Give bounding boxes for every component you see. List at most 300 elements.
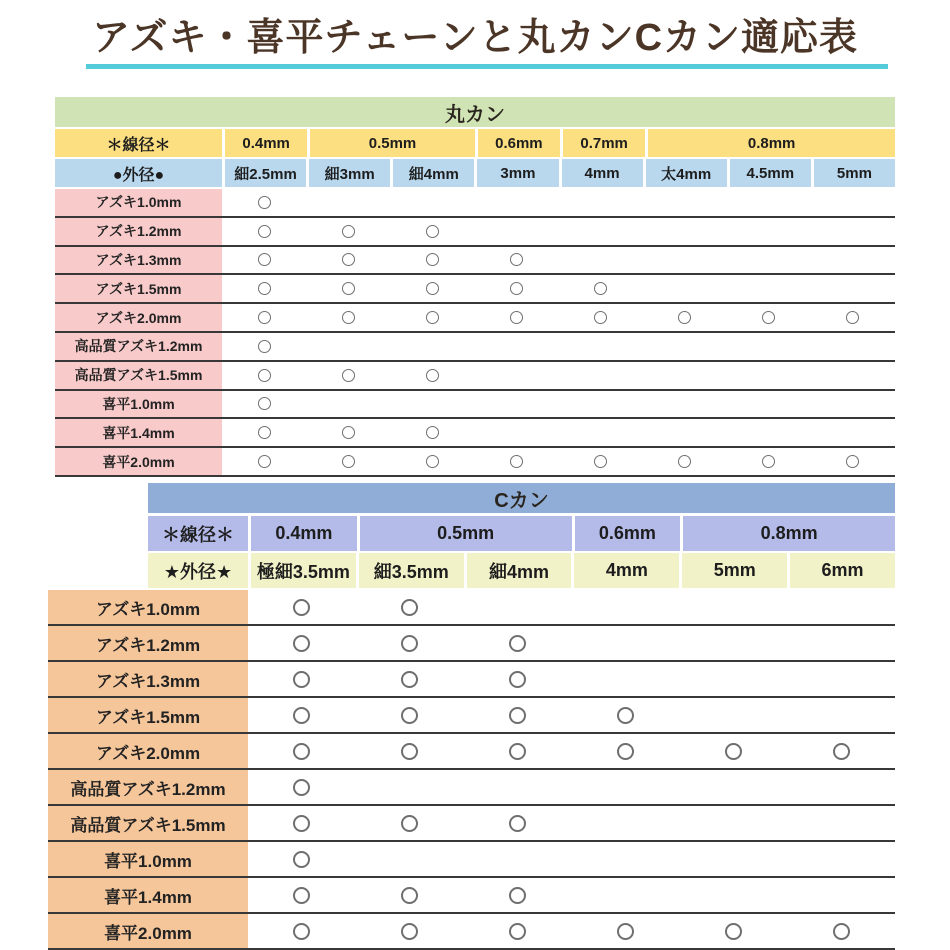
compatibility-cell <box>222 419 306 446</box>
chain-row-label: 喜平2.0mm <box>55 448 222 475</box>
compatibility-cell <box>356 698 464 732</box>
compatible-circle-mark <box>617 743 634 760</box>
compatibility-cell <box>248 698 356 732</box>
compatible-circle-mark <box>509 887 526 904</box>
compatible-circle-mark <box>293 851 310 868</box>
page-title: アズキ・喜平チェーンと丸カンCカン適応表 <box>91 17 859 59</box>
ckan-outer-diameter-columns <box>248 553 895 588</box>
compatibility-cell <box>727 189 811 216</box>
compatibility-cell <box>356 734 464 768</box>
compatibility-cell <box>390 189 474 216</box>
compatibility-cell <box>811 391 895 418</box>
compatibility-cell <box>571 806 679 840</box>
chain-row-cells <box>248 698 895 732</box>
chain-row-label: アズキ2.0mm <box>48 734 248 768</box>
compatibility-cell <box>811 333 895 360</box>
compatibility-cell <box>571 590 679 624</box>
chain-row-label: アズキ1.3mm <box>55 247 222 274</box>
outer-diameter-header-cell: 細3.5mm <box>356 553 464 588</box>
chain-row-cells <box>222 362 895 389</box>
compatibility-cell <box>248 590 356 624</box>
compatibility-cell <box>248 626 356 660</box>
compatibility-cell <box>643 419 727 446</box>
compatibility-cell <box>356 662 464 696</box>
compatibility-cell <box>474 304 558 331</box>
compatible-circle-mark <box>510 455 523 468</box>
compatible-circle-mark <box>401 635 418 652</box>
compatibility-cell <box>474 448 558 475</box>
chain-row <box>55 247 895 276</box>
outer-diameter-header-cell: 6mm <box>787 553 895 588</box>
compatibility-cell <box>811 304 895 331</box>
compatibility-cell <box>571 662 679 696</box>
marukan-wire-diameter-label: ＊線径＊ <box>55 129 222 157</box>
compatible-circle-mark <box>258 282 271 295</box>
outer-diameter-header-cell: 細2.5mm <box>222 159 306 187</box>
compatibility-cell <box>222 362 306 389</box>
compatibility-cell <box>559 362 643 389</box>
wire-size-header-cell: 0.6mm <box>572 516 681 551</box>
compatibility-cell <box>811 419 895 446</box>
compatibility-cell <box>222 275 306 302</box>
ckan-wire-diameter-row <box>148 516 895 551</box>
compatibility-cell <box>390 275 474 302</box>
compatible-circle-mark <box>342 225 355 238</box>
compatibility-cell <box>727 448 811 475</box>
marukan-wire-diameter-row <box>55 129 895 157</box>
compatible-circle-mark <box>258 455 271 468</box>
compatibility-cell <box>356 878 464 912</box>
outer-diameter-header-cell: 3mm <box>474 159 558 187</box>
compatibility-cell <box>643 391 727 418</box>
compatibility-cell <box>727 419 811 446</box>
chain-row-label: 高品質アズキ1.2mm <box>55 333 222 360</box>
wire-size-header-cell: 0.5mm <box>307 129 475 157</box>
compatibility-cell <box>787 698 895 732</box>
chain-row-cells <box>248 806 895 840</box>
compatible-circle-mark <box>258 311 271 324</box>
compatible-circle-mark <box>293 671 310 688</box>
compatibility-cell <box>559 304 643 331</box>
chain-row <box>48 662 895 698</box>
outer-diameter-header-cell: 4.5mm <box>727 159 811 187</box>
compatibility-cell <box>571 698 679 732</box>
compatibility-cell <box>643 333 727 360</box>
compatible-circle-mark <box>342 253 355 266</box>
compatible-circle-mark <box>426 369 439 382</box>
compatibility-cell <box>222 247 306 274</box>
wire-size-header-cell: 0.4mm <box>222 129 307 157</box>
compatible-circle-mark <box>762 311 775 324</box>
chain-row <box>48 770 895 806</box>
compatible-circle-mark <box>293 815 310 832</box>
compatible-circle-mark <box>594 311 607 324</box>
compatible-circle-mark <box>594 282 607 295</box>
wire-size-header-cell: 0.8mm <box>680 516 895 551</box>
chain-row-label: 喜平1.4mm <box>55 419 222 446</box>
chain-row-label: 高品質アズキ1.5mm <box>48 806 248 840</box>
compatibility-cell <box>787 770 895 804</box>
compatible-circle-mark <box>678 311 691 324</box>
chain-row-cells <box>248 914 895 948</box>
compatibility-cell <box>571 770 679 804</box>
compatibility-cell <box>222 391 306 418</box>
compatibility-cell <box>306 247 390 274</box>
compatible-circle-mark <box>401 923 418 940</box>
chain-row-cells <box>222 419 895 446</box>
title-underline <box>86 64 888 69</box>
marukan-table-title: 丸カン <box>55 97 895 127</box>
chain-row-label: 高品質アズキ1.2mm <box>48 770 248 804</box>
chain-row <box>48 698 895 734</box>
compatible-circle-mark <box>594 455 607 468</box>
compatibility-cell <box>356 842 464 876</box>
chain-row <box>48 590 895 626</box>
compatibility-cell <box>787 626 895 660</box>
compatible-circle-mark <box>426 282 439 295</box>
outer-diameter-header-cell: 太4mm <box>643 159 727 187</box>
compatibility-cell <box>559 247 643 274</box>
compatibility-cell <box>390 448 474 475</box>
compatibility-cell <box>643 218 727 245</box>
marukan-outer-diameter-label: ●外径● <box>55 159 222 187</box>
compatibility-cell <box>390 391 474 418</box>
compatibility-cell <box>787 914 895 948</box>
compatibility-cell <box>727 218 811 245</box>
compatibility-cell <box>559 333 643 360</box>
compatible-circle-mark <box>725 743 742 760</box>
compatible-circle-mark <box>342 455 355 468</box>
compatible-circle-mark <box>426 426 439 439</box>
compatibility-cell <box>811 448 895 475</box>
compatibility-cell <box>811 362 895 389</box>
compatible-circle-mark <box>401 671 418 688</box>
compatibility-cell <box>464 698 572 732</box>
wire-size-header-cell: 0.6mm <box>475 129 560 157</box>
compatible-circle-mark <box>426 455 439 468</box>
wire-size-header-cell: 0.4mm <box>248 516 357 551</box>
compatibility-cell <box>248 914 356 948</box>
compatible-circle-mark <box>509 707 526 724</box>
compatible-circle-mark <box>509 815 526 832</box>
compatibility-cell <box>559 275 643 302</box>
compatibility-cell <box>679 878 787 912</box>
compatibility-cell <box>474 362 558 389</box>
compatible-circle-mark <box>617 707 634 724</box>
compatibility-cell <box>222 218 306 245</box>
compatible-circle-mark <box>833 743 850 760</box>
compatibility-cell <box>248 770 356 804</box>
compatible-circle-mark <box>293 923 310 940</box>
chain-row <box>55 391 895 420</box>
chain-row <box>55 275 895 304</box>
compatible-circle-mark <box>293 707 310 724</box>
compatible-circle-mark <box>510 253 523 266</box>
compatibility-cell <box>474 247 558 274</box>
compatibility-cell <box>559 218 643 245</box>
compatibility-cell <box>464 806 572 840</box>
compatibility-cell <box>390 419 474 446</box>
compatible-circle-mark <box>342 311 355 324</box>
outer-diameter-header-cell: 4mm <box>559 159 643 187</box>
ckan-table-body <box>48 590 895 950</box>
outer-diameter-header-cell: 細3mm <box>306 159 390 187</box>
chain-row-cells <box>248 842 895 876</box>
compatibility-cell <box>571 842 679 876</box>
compatible-circle-mark <box>846 455 859 468</box>
compatible-circle-mark <box>293 635 310 652</box>
marukan-compatibility-table <box>55 97 895 477</box>
chain-row-cells <box>222 218 895 245</box>
compatibility-cell <box>464 662 572 696</box>
compatibility-cell <box>679 734 787 768</box>
chain-row-cells <box>222 247 895 274</box>
compatible-circle-mark <box>509 635 526 652</box>
chain-row-label: 高品質アズキ1.5mm <box>55 362 222 389</box>
compatibility-cell <box>811 218 895 245</box>
compatibility-cell <box>306 419 390 446</box>
compatibility-cell <box>727 333 811 360</box>
compatibility-cell <box>474 218 558 245</box>
compatible-circle-mark <box>258 253 271 266</box>
compatible-circle-mark <box>510 311 523 324</box>
chain-row-label: アズキ1.3mm <box>48 662 248 696</box>
compatibility-cell <box>306 391 390 418</box>
outer-diameter-header-cell: 細4mm <box>464 553 572 588</box>
chain-row <box>55 448 895 477</box>
chain-row-label: アズキ1.0mm <box>48 590 248 624</box>
compatibility-cell <box>559 448 643 475</box>
chain-row <box>48 842 895 878</box>
compatibility-cell <box>390 247 474 274</box>
compatibility-cell <box>464 734 572 768</box>
compatible-circle-mark <box>725 923 742 940</box>
chain-row-cells <box>248 662 895 696</box>
compatible-circle-mark <box>342 369 355 382</box>
compatibility-cell <box>787 734 895 768</box>
ckan-wire-diameter-label: ＊線径＊ <box>148 516 248 551</box>
compatibility-cell <box>727 275 811 302</box>
compatibility-cell <box>643 247 727 274</box>
chain-row-cells <box>222 333 895 360</box>
compatible-circle-mark <box>258 369 271 382</box>
chain-row <box>55 362 895 391</box>
compatible-circle-mark <box>258 225 271 238</box>
compatibility-cell <box>464 914 572 948</box>
compatible-circle-mark <box>258 340 271 353</box>
chain-row-cells <box>248 734 895 768</box>
chain-row-cells <box>248 590 895 624</box>
compatibility-cell <box>464 878 572 912</box>
compatibility-cell <box>356 626 464 660</box>
compatible-circle-mark <box>617 923 634 940</box>
compatibility-cell <box>306 275 390 302</box>
compatibility-cell <box>571 734 679 768</box>
compatible-circle-mark <box>509 671 526 688</box>
wire-size-header-cell: 0.7mm <box>560 129 645 157</box>
ckan-outer-diameter-row <box>148 553 895 588</box>
compatibility-cell <box>222 189 306 216</box>
compatibility-cell <box>559 391 643 418</box>
compatibility-cell <box>643 189 727 216</box>
compatible-circle-mark <box>401 887 418 904</box>
compatible-circle-mark <box>509 743 526 760</box>
chain-row-cells <box>248 878 895 912</box>
compatibility-cell <box>390 362 474 389</box>
chain-row-cells <box>222 304 895 331</box>
compatibility-cell <box>811 189 895 216</box>
outer-diameter-header-cell: 5mm <box>679 553 787 588</box>
chain-row-label: アズキ1.0mm <box>55 189 222 216</box>
chain-row <box>48 626 895 662</box>
compatibility-cell <box>222 304 306 331</box>
marukan-table-body <box>55 189 895 477</box>
compatibility-cell <box>571 878 679 912</box>
compatible-circle-mark <box>401 743 418 760</box>
wire-size-header-cell: 0.5mm <box>357 516 572 551</box>
compatibility-cell <box>679 626 787 660</box>
compatibility-cell <box>222 448 306 475</box>
compatibility-cell <box>474 419 558 446</box>
compatibility-cell <box>248 842 356 876</box>
compatibility-cell <box>727 304 811 331</box>
chain-row-label: 喜平1.0mm <box>48 842 248 876</box>
chain-row-label: 喜平1.0mm <box>55 391 222 418</box>
chain-row-cells <box>222 275 895 302</box>
outer-diameter-header-cell: 極細3.5mm <box>248 553 356 588</box>
compatibility-cell <box>474 275 558 302</box>
compatibility-cell <box>306 448 390 475</box>
compatibility-cell <box>464 590 572 624</box>
chain-row <box>48 914 895 950</box>
compatibility-cell <box>727 391 811 418</box>
chain-row <box>48 878 895 914</box>
compatibility-cell <box>464 770 572 804</box>
compatibility-cell <box>306 362 390 389</box>
compatible-circle-mark <box>426 311 439 324</box>
compatibility-cell <box>679 662 787 696</box>
compatible-circle-mark <box>401 599 418 616</box>
compatible-circle-mark <box>509 923 526 940</box>
compatibility-cell <box>356 770 464 804</box>
compatibility-cell <box>390 304 474 331</box>
compatible-circle-mark <box>426 225 439 238</box>
compatibility-cell <box>679 914 787 948</box>
marukan-outer-diameter-columns <box>222 159 895 187</box>
compatibility-cell <box>474 391 558 418</box>
compatibility-cell <box>390 218 474 245</box>
outer-diameter-header-cell: 5mm <box>811 159 895 187</box>
compatibility-cell <box>679 770 787 804</box>
compatibility-cell <box>356 806 464 840</box>
compatible-circle-mark <box>510 282 523 295</box>
compatibility-cell <box>559 189 643 216</box>
chain-row <box>55 333 895 362</box>
compatibility-cell <box>811 247 895 274</box>
chain-row-label: アズキ1.5mm <box>48 698 248 732</box>
compatibility-cell <box>474 189 558 216</box>
compatible-circle-mark <box>258 397 271 410</box>
compatibility-cell <box>787 806 895 840</box>
compatibility-cell <box>248 878 356 912</box>
ckan-table-title: Cカン <box>148 483 895 513</box>
compatibility-cell <box>679 698 787 732</box>
compatibility-cell <box>356 590 464 624</box>
compatible-circle-mark <box>846 311 859 324</box>
compatible-circle-mark <box>293 779 310 796</box>
chain-row-label: アズキ1.2mm <box>48 626 248 660</box>
compatibility-cell <box>464 626 572 660</box>
compatible-circle-mark <box>833 923 850 940</box>
compatibility-cell <box>643 304 727 331</box>
compatible-circle-mark <box>342 282 355 295</box>
compatible-circle-mark <box>258 196 271 209</box>
compatibility-cell <box>571 626 679 660</box>
chain-row-cells <box>222 391 895 418</box>
compatibility-cell <box>643 275 727 302</box>
compatibility-cell <box>679 842 787 876</box>
compatible-circle-mark <box>762 455 775 468</box>
compatible-circle-mark <box>293 743 310 760</box>
chain-row-cells <box>248 626 895 660</box>
compatibility-cell <box>787 662 895 696</box>
compatibility-cell <box>474 333 558 360</box>
ckan-outer-diameter-label: ★外径★ <box>148 553 248 588</box>
compatibility-cell <box>559 419 643 446</box>
compatibility-cell <box>787 842 895 876</box>
compatibility-cell <box>356 914 464 948</box>
ckan-wire-diameter-groups <box>248 516 895 551</box>
chain-row-label: アズキ1.2mm <box>55 218 222 245</box>
chain-row <box>55 218 895 247</box>
compatibility-cell <box>727 362 811 389</box>
chain-row-label: 喜平1.4mm <box>48 878 248 912</box>
compatible-circle-mark <box>293 599 310 616</box>
chain-row-cells <box>248 770 895 804</box>
compatibility-cell <box>248 734 356 768</box>
compatibility-cell <box>306 218 390 245</box>
compatibility-cell <box>390 333 474 360</box>
compatible-circle-mark <box>678 455 691 468</box>
chain-row <box>48 734 895 770</box>
chain-row-cells <box>222 448 895 475</box>
chain-row <box>55 304 895 333</box>
compatibility-cell <box>306 333 390 360</box>
compatibility-cell <box>643 362 727 389</box>
wire-size-header-cell: 0.8mm <box>645 129 895 157</box>
compatible-circle-mark <box>258 426 271 439</box>
outer-diameter-header-cell: 4mm <box>571 553 679 588</box>
compatibility-cell <box>727 247 811 274</box>
compatibility-cell <box>679 806 787 840</box>
compatibility-cell <box>306 189 390 216</box>
outer-diameter-header-cell: 細4mm <box>390 159 474 187</box>
compatible-circle-mark <box>342 426 355 439</box>
chain-row <box>55 419 895 448</box>
ckan-compatibility-table <box>48 483 895 950</box>
marukan-wire-diameter-groups <box>222 129 895 157</box>
chain-row <box>48 806 895 842</box>
compatibility-cell <box>787 878 895 912</box>
compatibility-cell <box>811 275 895 302</box>
marukan-outer-diameter-row <box>55 159 895 187</box>
compatibility-cell <box>306 304 390 331</box>
compatibility-cell <box>248 806 356 840</box>
chain-row-label: 喜平2.0mm <box>48 914 248 948</box>
compatibility-cell <box>222 333 306 360</box>
compatibility-cell <box>464 842 572 876</box>
compatibility-cell <box>787 590 895 624</box>
